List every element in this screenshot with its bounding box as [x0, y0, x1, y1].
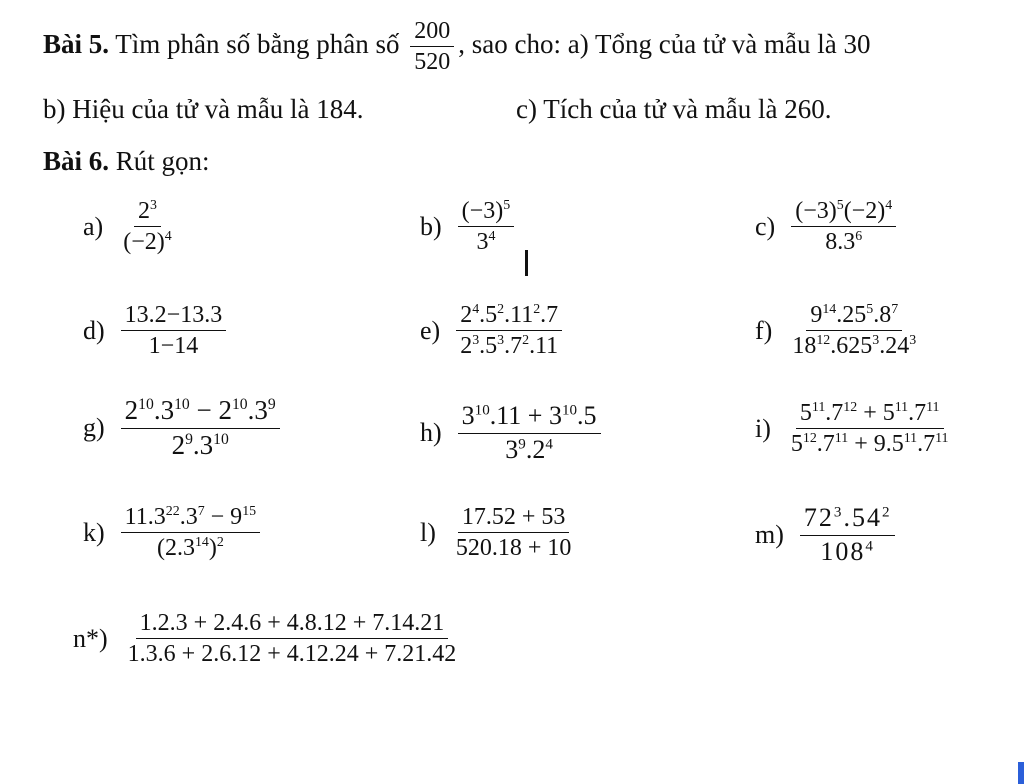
text-cursor [525, 250, 528, 276]
exercise-d [83, 302, 230, 360]
exercise-i [755, 400, 957, 458]
bai5-part-b: b) Hiệu của tử và mẫu là 184. [43, 94, 364, 124]
exercise-label: i) [755, 413, 771, 443]
fraction: $\frac{2^4.5^2.11^2.7}{2^3.5^3.7^2.11}$ [456, 302, 562, 360]
exercise-label: h) [420, 418, 442, 448]
bai5-fraction [410, 18, 454, 76]
bai5-line-1 [43, 18, 871, 76]
exercise-m [755, 504, 899, 566]
fraction: $\frac{2^3}{(-2)^4}$ [123, 198, 172, 256]
exercise-label: l) [420, 517, 436, 547]
exercise-e [420, 302, 566, 360]
bai6-title: Bài 6. [43, 146, 110, 176]
exercise-label: a) [83, 211, 104, 241]
fraction: $\frac{72^3.54^2}{108^4}$ [800, 504, 896, 566]
exercise-label: f) [755, 315, 773, 345]
fraction: $\frac{5^{11}.7^{12} + 5^{11}.7^{11}}{5^{12}.7^{11} + 9.5^{11}.7^{11}}$ [790, 400, 949, 458]
exercise-k [83, 504, 264, 562]
bai5-part-c: c) Tích của tử và mẫu là 260. [516, 94, 832, 124]
bai5-text: Tìm phân số bằng phân số [115, 29, 400, 60]
exercise-g [83, 396, 284, 460]
exercise-label: m) [755, 520, 784, 550]
exercise-label: c) [755, 211, 776, 241]
scroll-edge-marker [1018, 762, 1024, 784]
fraction: $\frac{(-3)^5}{3^4}$ [458, 198, 514, 256]
bai5-fraction-numerator: 200 [410, 18, 454, 47]
exercise-h [420, 402, 605, 464]
fraction: $\frac{17.52 + 53}{520.18 + 10}$ [455, 504, 572, 562]
fraction: $\frac{(-3)^5(-2)^4}{8.3^6}$ [791, 198, 896, 256]
fraction: $\frac{2^{10}.3^{10} - 2^{10}.3^9}{2^9.3^{10}}$ [121, 396, 280, 460]
bai5-title: Bài 5. [43, 29, 110, 60]
bai6-heading [43, 146, 210, 177]
bai6-text: Rút gọn: [115, 146, 210, 176]
exercise-label: g) [83, 413, 105, 443]
fraction: $\frac{13.2-13.3}{1-14}$ [121, 302, 227, 360]
exercise-label: n*) [73, 623, 108, 653]
exercise-label: d) [83, 315, 105, 345]
exercise-c [755, 198, 900, 256]
fraction: $\frac{9^{14}.25^5.8^7}{18^{12}.625^3.24^3}$ [792, 302, 917, 360]
exercise-label: b) [420, 211, 442, 241]
fraction: $\frac{1.2.3 + 2.4.6 + 4.8.12 + 7.14.21}{1.3.6 + 2.6.12 + 4.12.24 + 7.21.42}$ [127, 610, 457, 668]
fraction: $\frac{3^{10}.11 + 3^{10}.5}{3^9.2^4}$ [458, 402, 601, 464]
exercise-n [73, 610, 464, 668]
exercise-l [420, 504, 579, 562]
exercise-b [420, 198, 518, 256]
bai5-conditions: , sao cho: a) Tổng của tử và mẫu là 30 [458, 29, 871, 60]
fraction: $\frac{11.3^{22}.3^7 - 9^{15}}{(2.3^{14})^2}$ [121, 504, 260, 562]
exercise-f [755, 302, 924, 360]
exercise-label: k) [83, 517, 105, 547]
exercise-a [83, 198, 180, 256]
exercise-label: e) [420, 315, 441, 345]
bai5-fraction-denominator: 520 [414, 49, 451, 76]
